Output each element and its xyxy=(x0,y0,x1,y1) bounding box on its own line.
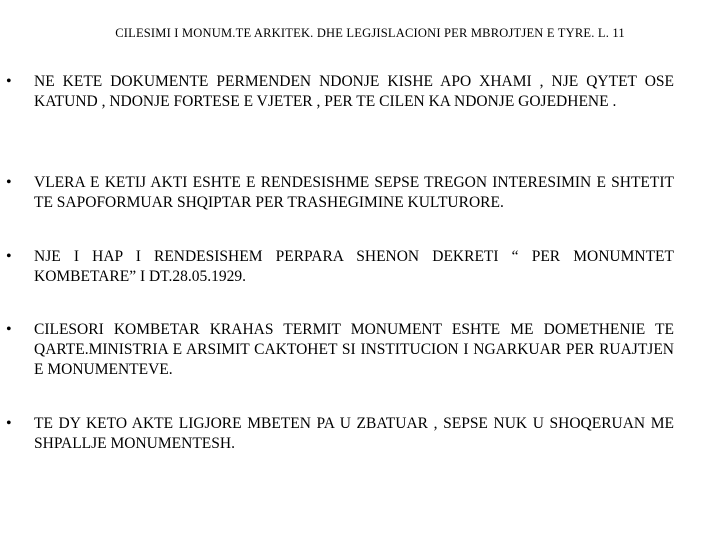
slide-title: CILESIMI I MONUM.TE ARKITEK. DHE LEGJISLACIONI PER MBROJTJEN E TYRE. L. 11 xyxy=(115,26,625,40)
bullet-icon: • xyxy=(6,73,12,90)
bullet-text: CILESORI KOMBETAR KRAHAS TERMIT MONUMENT ESHTE ME DOMETHENIE TE QARTE.MINISTRIA E ARSIMIT CAKTOHET SI INSTITUCION I NGARKUAR PER RUAJTJEN E MONUMENTEVE. xyxy=(34,321,674,378)
bullet-text: TE DY KETO AKTE LIGJORE MBETEN PA U ZBATUAR , SEPSE NUK U SHOQERUAN ME SHPALLJE MONUMENTESH. xyxy=(34,415,674,452)
bullet-icon: • xyxy=(6,321,12,338)
bullet-icon: • xyxy=(6,415,12,432)
bullet-item xyxy=(6,320,674,380)
bullet-item xyxy=(6,72,674,112)
bullet-item xyxy=(6,247,674,287)
bullet-item xyxy=(6,173,674,213)
bullet-text: VLERA E KETIJ AKTI ESHTE E RENDESISHME SEPSE TREGON INTERESIMIN E SHTETIT TE SAPOFORMUAR SHQIPTAR PER TRASHEGIMINE KULTURORE. xyxy=(34,174,674,211)
bullet-icon: • xyxy=(6,174,12,191)
bullet-icon: • xyxy=(6,248,12,265)
bullet-text: NJE I HAP I RENDESISHEM PERPARA SHENON DEKRETI “ PER MONUMNTET KOMBETARE” I DT.28.05.1929. xyxy=(34,248,674,285)
bullet-item xyxy=(6,414,674,454)
bullet-text: NE KETE DOKUMENTE PERMENDEN NDONJE KISHE APO XHAMI , NJE QYTET OSE KATUND , NDONJE FORTESE E VJETER , PER TE CILEN KA NDONJE GOJEDHENE . xyxy=(34,73,674,110)
